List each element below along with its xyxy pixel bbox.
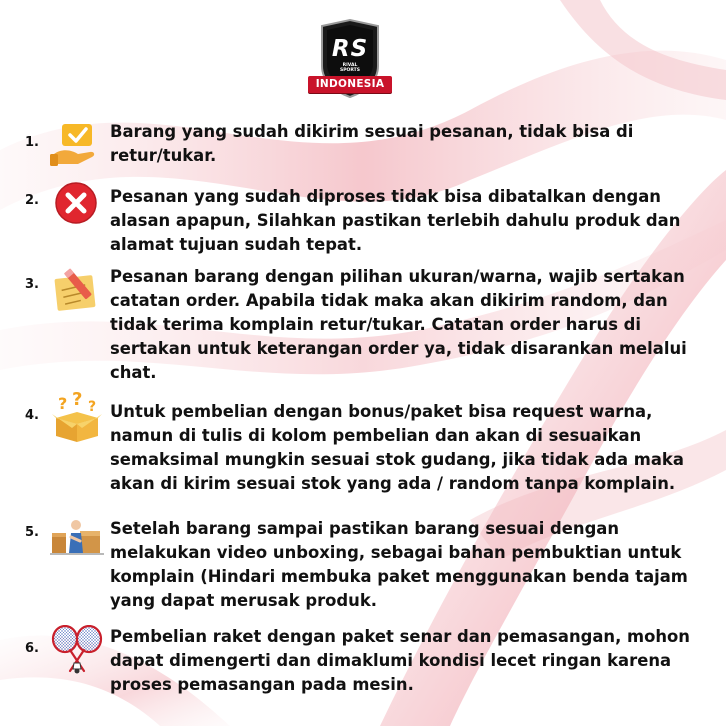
rule-line: melakukan video unboxing, sebagai bahan pembuktian untuk (110, 543, 682, 562)
rule-line: akan di kirim sesuai stok yang ada / random tanpa komplain. (110, 474, 676, 493)
rule-line: komplain (Hindari membuka paket menggunakan benda tajam (110, 567, 688, 586)
rule-number: 1. (25, 135, 39, 150)
rule-text (110, 265, 710, 385)
rule-text (110, 185, 710, 257)
logo-mark: RS (331, 36, 369, 62)
rule-text (110, 400, 710, 496)
svg-text:?: ? (72, 392, 83, 410)
svg-text:?: ? (88, 399, 97, 415)
rule-line: chat. (110, 363, 157, 382)
logo-ribbon: INDONESIA (308, 76, 392, 93)
rule-line: Pesanan barang dengan pilihan ukuran/warna, wajib sertakan (110, 267, 685, 286)
svg-text:?: ? (58, 394, 68, 413)
rule-line: alasan apapun, Silahkan pastikan terlebih dahulu produk dan (110, 211, 681, 230)
check-hand-icon (50, 120, 104, 168)
rule-number: 4. (25, 408, 39, 423)
badminton-rackets-icon (50, 625, 104, 675)
logo-subtitle (322, 63, 378, 73)
note-pencil-icon (50, 265, 104, 313)
rule-number: 5. (25, 525, 39, 540)
logo-sub-line1: RIVAL (342, 63, 358, 68)
rule-number: 6. (25, 641, 39, 656)
unboxing-icon (50, 517, 104, 557)
rule-line: catatan order. Apabila tidak maka akan dikirim random, dan (110, 291, 668, 310)
mystery-box-icon (50, 392, 104, 444)
rule-line: dapat dimengerti dan dimaklumi kondisi lecet ringan karena (110, 651, 672, 670)
rule-text (110, 625, 710, 697)
rule-line: Pembelian raket dengan paket senar dan pemasangan, mohon (110, 627, 690, 646)
rule-line: Untuk pembelian dengan bonus/paket bisa request warna, (110, 402, 653, 421)
red-x-icon (50, 181, 104, 229)
rule-line: semaksimal mungkin sesuai stok gudang, jika tidak ada maka (110, 450, 684, 469)
rule-line: Pesanan yang sudah diproses tidak bisa dibatalkan dengan (110, 187, 661, 206)
rule-text (110, 120, 710, 168)
rule-text (110, 517, 710, 613)
logo-sub-line2: SPORTS (340, 68, 360, 73)
rule-number: 2. (25, 193, 39, 208)
rule-number: 3. (25, 277, 39, 292)
rule-line: Setelah barang sampai pastikan barang sesuai dengan (110, 519, 620, 538)
rule-line: Barang yang sudah dikirim sesuai pesanan, tidak bisa di (110, 122, 634, 141)
rule-line: sertakan untuk keterangan order ya, tidak disarankan melalui (110, 339, 687, 358)
rule-line: alamat tujuan sudah tepat. (110, 235, 363, 254)
rule-line: namun di tulis di kolom pembelian dan akan di sesuaikan (110, 426, 642, 445)
rule-line: yang dapat merusak produk. (110, 591, 377, 610)
rule-line: tidak terima komplain retur/tukar. Catatan order harus di (110, 315, 642, 334)
rule-line: retur/tukar. (110, 146, 217, 165)
rule-line: proses pemasangan pada mesin. (110, 675, 414, 694)
brand-logo (308, 18, 392, 102)
